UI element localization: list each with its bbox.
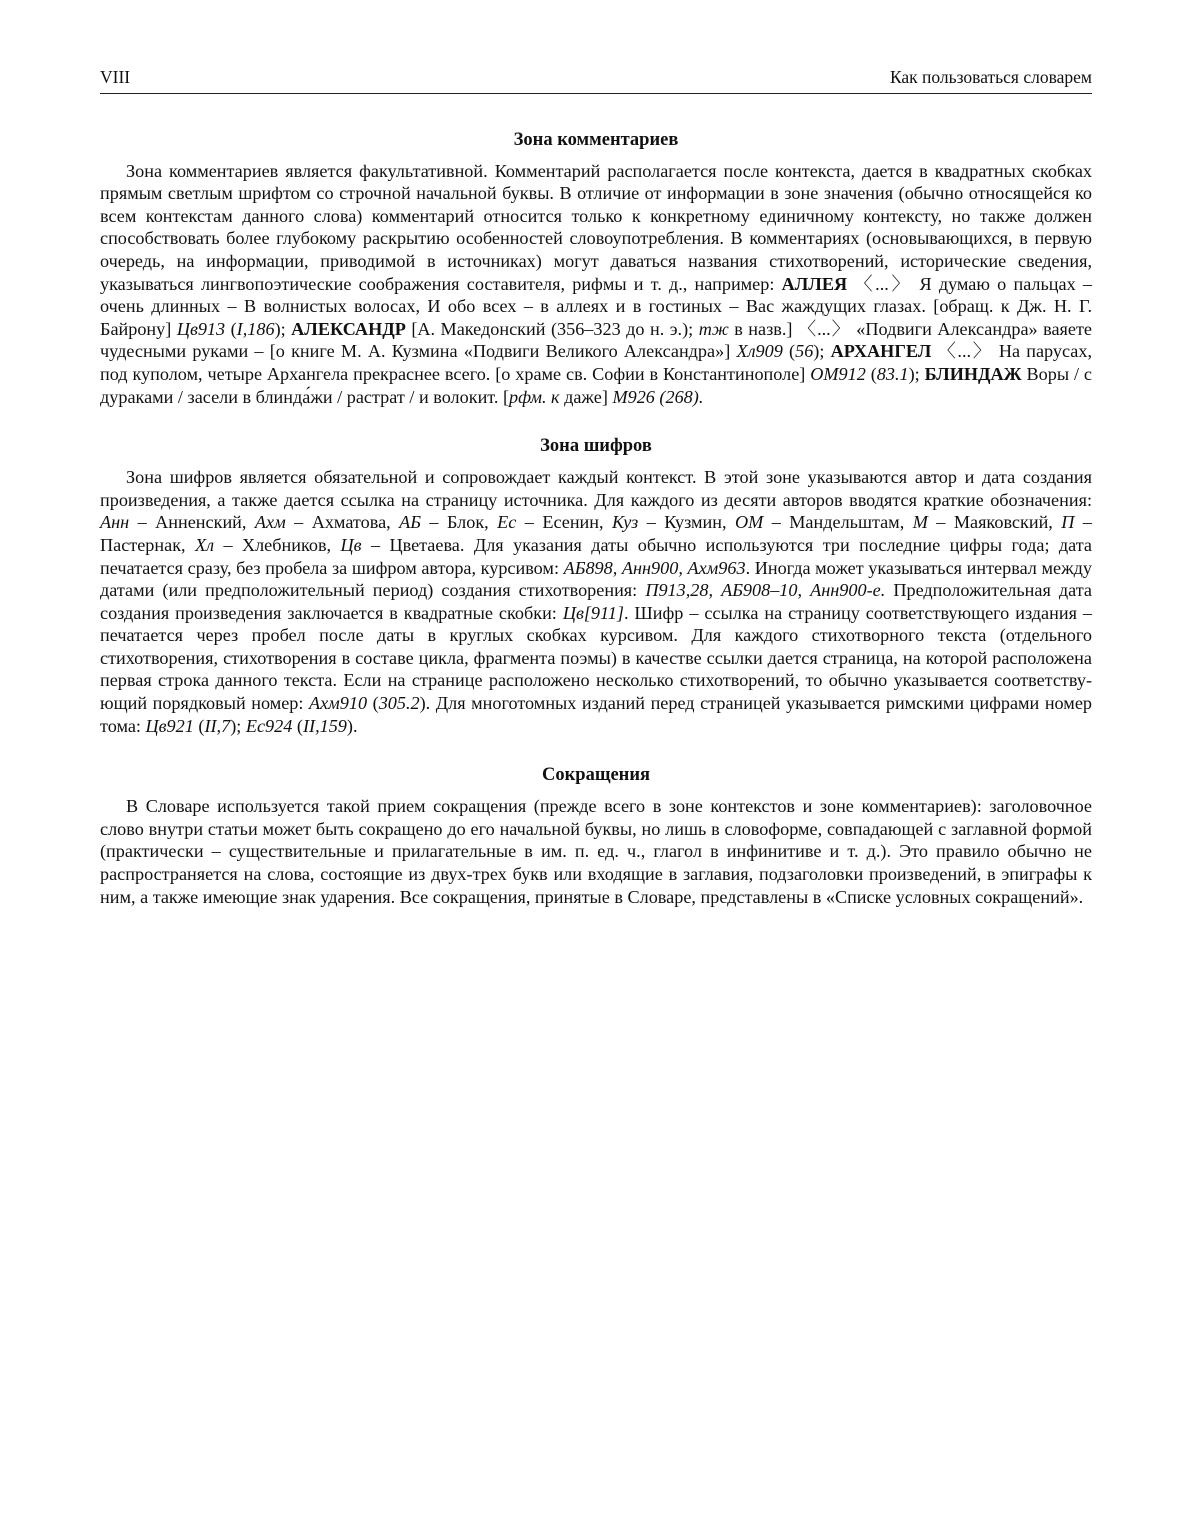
text-run: ( <box>782 341 796 362</box>
italic-text: Ахм910 <box>309 693 368 714</box>
italic-text: Цв <box>340 534 362 555</box>
text-run: ); <box>813 341 831 362</box>
section-abbreviations <box>100 763 1092 908</box>
italic-text: АБ898, Анн900, Ахм963 <box>563 557 746 578</box>
text-run: ( <box>292 715 303 736</box>
italic-text: Цв913 <box>176 318 226 339</box>
section-comments <box>100 128 1092 409</box>
italic-text: П913,28, АБ908–10, Анн900-е. <box>645 580 886 601</box>
text-run: ( <box>225 318 237 339</box>
italic-text: АБ <box>399 512 421 533</box>
headword: АЛЕКСАНДР <box>291 318 406 339</box>
italic-text: Анн <box>100 512 130 533</box>
italic-text: Ахм <box>254 512 286 533</box>
italic-text: Хл <box>195 534 215 555</box>
italic-text: Хл909 <box>736 341 783 362</box>
text-run: – Кузмин, <box>638 512 735 533</box>
text-run: [А. Македонский (356–323 до н. э.); <box>405 318 699 339</box>
text-run: – Хлебников, <box>214 534 341 555</box>
running-title: Как пользоваться словарем <box>889 67 1092 87</box>
section-title: Зона комментариев <box>513 129 679 150</box>
text-run: Зона комментариев является факультативной. Комментарий располагается после контекста, дается в квадратных скобках прямым светлым шрифтом со строчной начальной буквы. В отличие от информации в зоне значения (обычно относящейся ко всем контекстам данного слова) комментарий относится только к конкретному единичному контексту, но также должен способствовать более глубокому раскрытию особенностей словоупотребления. В комментариях (основывающихся, в первую очередь, на информации, приводимой в источниках) могут даваться названия стихотворений, исторические сведения, указываться лингвопоэтические соображения составителя, рифмы и т. д., например: <box>100 160 1092 294</box>
text-run: – Пастернак, <box>100 512 1092 555</box>
text-run: Воры / с дураками / засели в блинда́жи / растрат / и волокит. [ <box>100 363 1092 407</box>
text-run: в назв.] 〈...〉 «Подвиги Александра» ваяете чудесными руками – [о книге М. А. Кузмина «Подвиги Великого Александра»] <box>100 318 1092 362</box>
italic-text: Куз <box>612 512 639 533</box>
italic-text: II,159 <box>302 715 347 736</box>
section-body <box>100 160 1092 409</box>
text-run: ( <box>367 693 379 714</box>
italic-text: П <box>1061 512 1075 533</box>
italic-text: тж <box>698 318 729 339</box>
headword: АРХАНГЕЛ <box>830 341 932 362</box>
text-run: ); <box>274 318 292 339</box>
text-run: ); <box>908 363 925 384</box>
text-run: – Есенин, <box>516 512 613 533</box>
text-run: . Шифр – ссылка на страницу соответствующего издания – печатается через пробел после даты в круглых скобках курсивом. Для каждого стихотворного текста (отдельного стихотворения, стихотворения в составе цикла, фрагмента поэмы) в качестве ссылки дается страница, на которой расположена первая строка данного текста. Если на странице расположено несколько стихотворений, то обычно указывается соответствующий порядковый номер: <box>100 602 1092 714</box>
text-run: ( <box>193 715 205 736</box>
headword: АЛЛЕЯ <box>781 273 848 294</box>
page <box>100 66 1092 908</box>
text-run: даже] <box>559 386 613 407</box>
text-run: 〈...〉 Я думаю о пальцах – очень длинных – В волнистых волосах, И обо всех – в аллеях и в гостиных – Вас жаждущих глазах. [обращ. к Дж. Н. Г. Байрону] <box>100 273 1092 339</box>
italic-text: I,186 <box>236 318 275 339</box>
text-run: . Иногда может указываться интервал между датами (или предположительный период) создания стихотворения: <box>100 557 1092 601</box>
italic-text: 305.2 <box>378 693 420 714</box>
text-run: – Маяковский, <box>927 512 1062 533</box>
italic-text: М926 (268). <box>612 386 704 407</box>
italic-text: Цв921 <box>145 715 194 736</box>
italic-text: Ес924 <box>245 715 293 736</box>
italic-text: рфм. к <box>509 386 560 407</box>
text-run: ); <box>230 715 246 736</box>
italic-text: М <box>912 512 928 533</box>
text-run: – Блок, <box>420 512 498 533</box>
text-run: 〈...〉 На парусах, под куполом, четыре Архангела прекраснее всего. [о храме св. Софии в Константинополе] <box>100 341 1093 384</box>
section-title: Зона шифров <box>540 436 652 457</box>
text-run: – Анненский, <box>129 512 255 533</box>
text-run: ). Для многотомных изданий перед страницей указывается римскими цифрами номер тома: <box>100 693 1092 736</box>
text-run: ( <box>865 363 877 384</box>
italic-text: ОМ912 <box>810 363 866 384</box>
text-run: ). <box>346 715 358 736</box>
text-run: – Мандельштам, <box>763 512 913 533</box>
italic-text: Ес <box>497 512 517 533</box>
section-body <box>100 795 1092 908</box>
section-title: Сокращения <box>542 765 650 786</box>
section-body <box>100 466 1092 737</box>
section-codes <box>100 434 1092 737</box>
running-header <box>100 66 1092 94</box>
text-run: – Цветаева. Для указания даты обычно используются три последние цифры года; дата печатается сразу, без пробела за шифром автора, курсивом: <box>100 534 1092 578</box>
italic-text: 56 <box>795 341 814 362</box>
italic-text: Цв[911] <box>562 602 624 623</box>
headword: БЛИНДАЖ <box>924 363 1022 384</box>
text-run: – Ахматова, <box>285 512 400 533</box>
italic-text: ОМ <box>734 512 764 533</box>
text-run: Предположительная дата создания произведения заключается в квадратные скобки: <box>100 580 1092 623</box>
text-run: В Словаре используется такой прием сокращения (прежде всего в зоне контекстов и зоне комментариев): заголовочное слово внутри статьи может быть сокращено до его начальной буквы, но лишь в словоформе, совпадающей с заглавной формой (практически – существительные и прилагательные в им. п. ед. ч., глагол в инфинитиве и т. д.). Это правило обычно не распространяется на слова, состоящие из двух-трех букв или входящие в заглавия, подзаголовки произведений, в эпиграфы к ним, а также имеющие знак ударения. Все сокращения, принятые в Словаре, представлены в «Списке условных сокращений». <box>100 796 1092 907</box>
italic-text: 83.1 <box>876 363 909 384</box>
italic-text: II,7 <box>204 715 231 736</box>
text-run: Зона шифров является обязательной и сопровождает каждый контекст. В этой зоне указываются автор и дата создания произведения, а также дается ссылка на страницу источника. Для каждого из десяти авторов вводятся краткие обозначения: <box>100 467 1092 510</box>
page-number: VIII <box>100 67 131 87</box>
